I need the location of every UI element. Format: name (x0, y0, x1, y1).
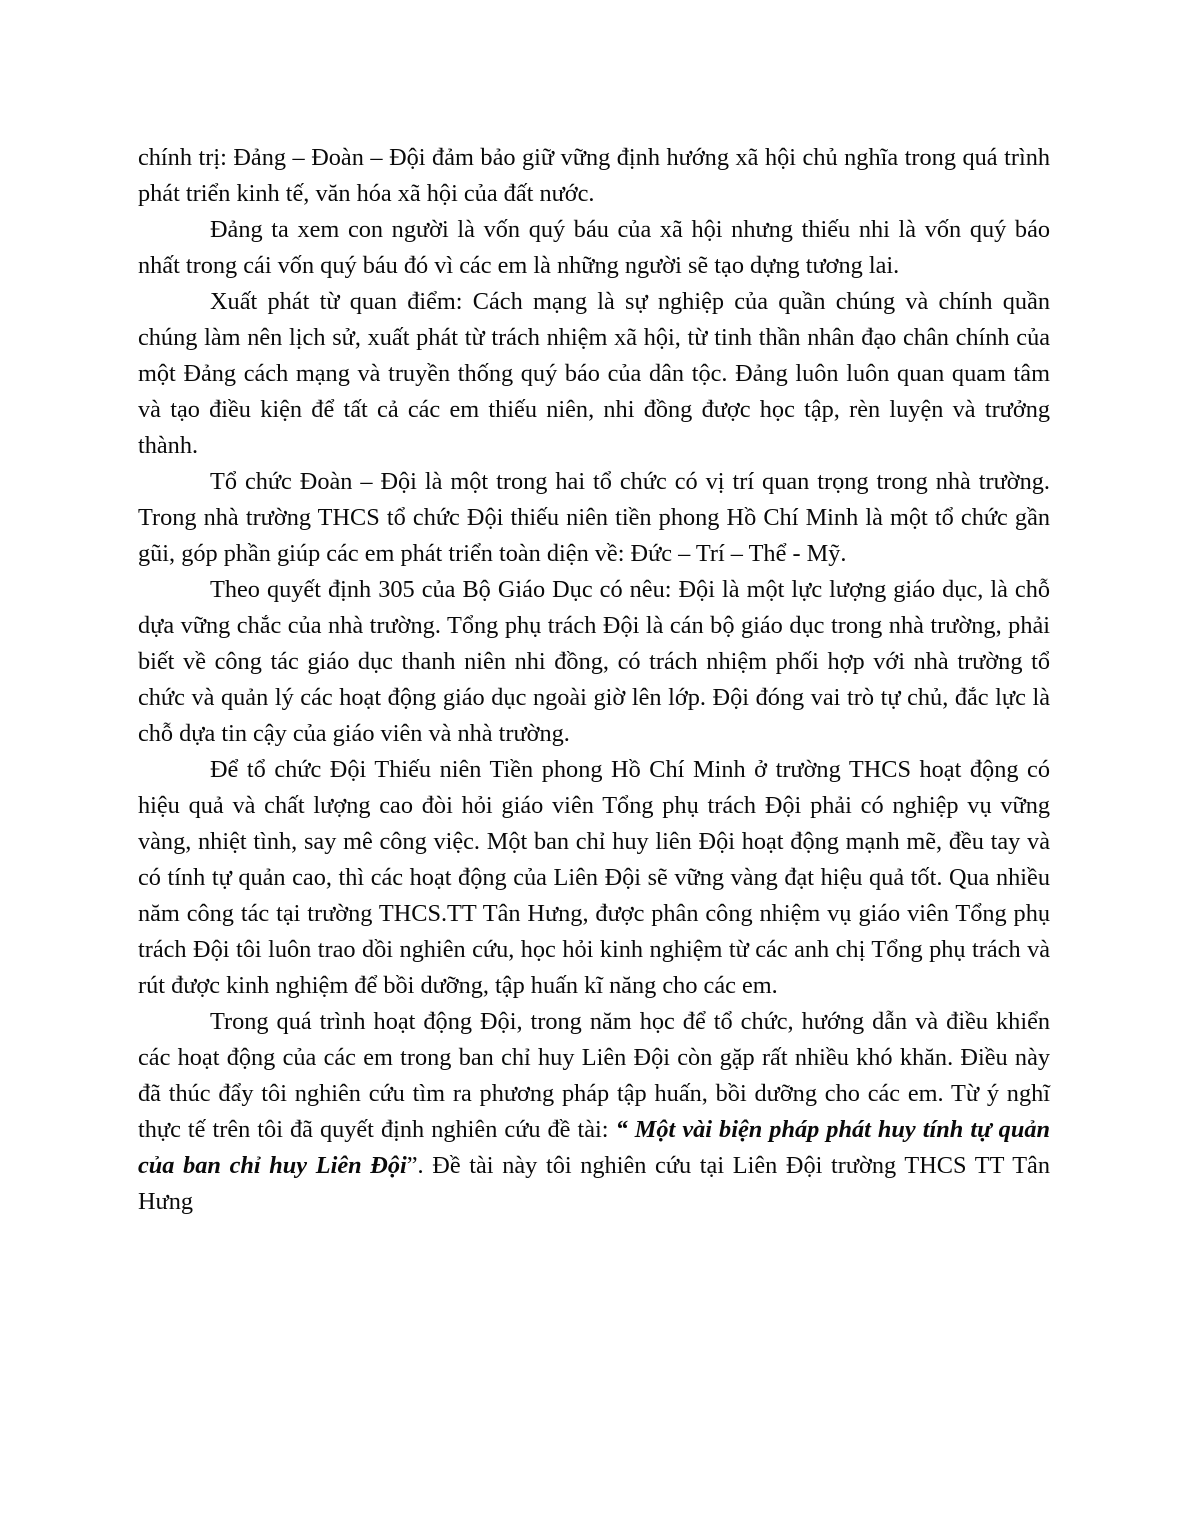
paragraph-children-value: Đảng ta xem con người là vốn quý báu của xã hội nhưng thiếu nhi là vốn quý báo nhất trong cái vốn quý báu đó vì các em là những người sẽ tạo dựng tương lai. (138, 216, 1050, 279)
research-topic-title: “ Một vài biện pháp phát huy tính tự quản của ban chỉ huy Liên Đội (138, 1116, 1050, 1179)
paragraph-political-system: chính trị: Đảng – Đoàn – Đội đảm bảo giữ vững định hướng xã hội chủ nghĩa trong quá trình phát triển kinh tế, văn hóa xã hội của đất nước. (138, 144, 1050, 207)
paragraph-effective-operation: Để tổ chức Đội Thiếu niên Tiền phong Hồ Chí Minh ở trường THCS hoạt động có hiệu quả và chất lượng cao đòi hỏi giáo viên Tổng phụ trách Đội phải có nghiệp vụ vững vàng, nhiệt tình, say mê công việc. Một ban chỉ huy liên Đội hoạt động mạnh mẽ, đều tay và có tính tự quản cao, thì các hoạt động của Liên Đội sẽ vững vàng đạt hiệu quả tốt. Qua nhiều năm công tác tại trường THCS.TT Tân Hưng, được phân công nhiệm vụ giáo viên Tổng phụ trách Đội tôi luôn trao dồi nghiên cứu, học hỏi kinh nghiệm từ các anh chị Tổng phụ trách và rút được kinh nghiệm để bồi dưỡng, tập huấn kĩ năng cho các em. (138, 756, 1050, 999)
document-page (138, 140, 1050, 1220)
paragraph-decision-305: Theo quyết định 305 của Bộ Giáo Dục có nêu: Đội là một lực lượng giáo dục, là chỗ dựa vững chắc của nhà trường. Tổng phụ trách Đội là cán bộ giáo dục trong nhà trường, phải biết về công tác giáo dục thanh niên nhi đồng, có trách nhiệm phối hợp với nhà trường tổ chức và quản lý các hoạt động giáo dục ngoài giờ lên lớp. Đội đóng vai trò tự chủ, đắc lực là chỗ dựa tin cậy của giáo viên và nhà trường. (138, 576, 1050, 747)
research-topic-intro: Trong quá trình hoạt động Đội, trong năm học để tổ chức, hướng dẫn và điều khiển các hoạt động của các em trong ban chỉ huy Liên Đội còn gặp rất nhiều khó khăn. Điều này đã thúc đẩy tôi nghiên cứu tìm ra phương pháp tập huấn, bồi dưỡng cho các em. Từ ý nghĩ thực tế trên tôi đã quyết định nghiên cứu đề tài: (138, 1008, 1050, 1143)
paragraph-research-topic (138, 1004, 1050, 1220)
research-topic-outro: ”. Đề tài này tôi nghiên cứu tại Liên Đội trường THCS TT Tân Hưng (138, 1152, 1050, 1215)
paragraph-youth-organization: Tổ chức Đoàn – Đội là một trong hai tổ chức có vị trí quan trọng trong nhà trường. Trong nhà trường THCS tổ chức Đội thiếu niên tiền phong Hồ Chí Minh là một tổ chức gần gũi, góp phần giúp các em phát triển toàn diện về: Đức – Trí – Thể - Mỹ. (138, 468, 1050, 567)
paragraph-revolution-viewpoint: Xuất phát từ quan điểm: Cách mạng là sự nghiệp của quần chúng và chính quần chúng làm nên lịch sử, xuất phát từ trách nhiệm xã hội, từ tinh thần nhân đạo chân chính của một Đảng cách mạng và truyền thống quý báo của dân tộc. Đảng luôn luôn quan quam tâm và tạo điều kiện để tất cả các em thiếu niên, nhi đồng được học tập, rèn luyện và trưởng thành. (138, 288, 1050, 459)
